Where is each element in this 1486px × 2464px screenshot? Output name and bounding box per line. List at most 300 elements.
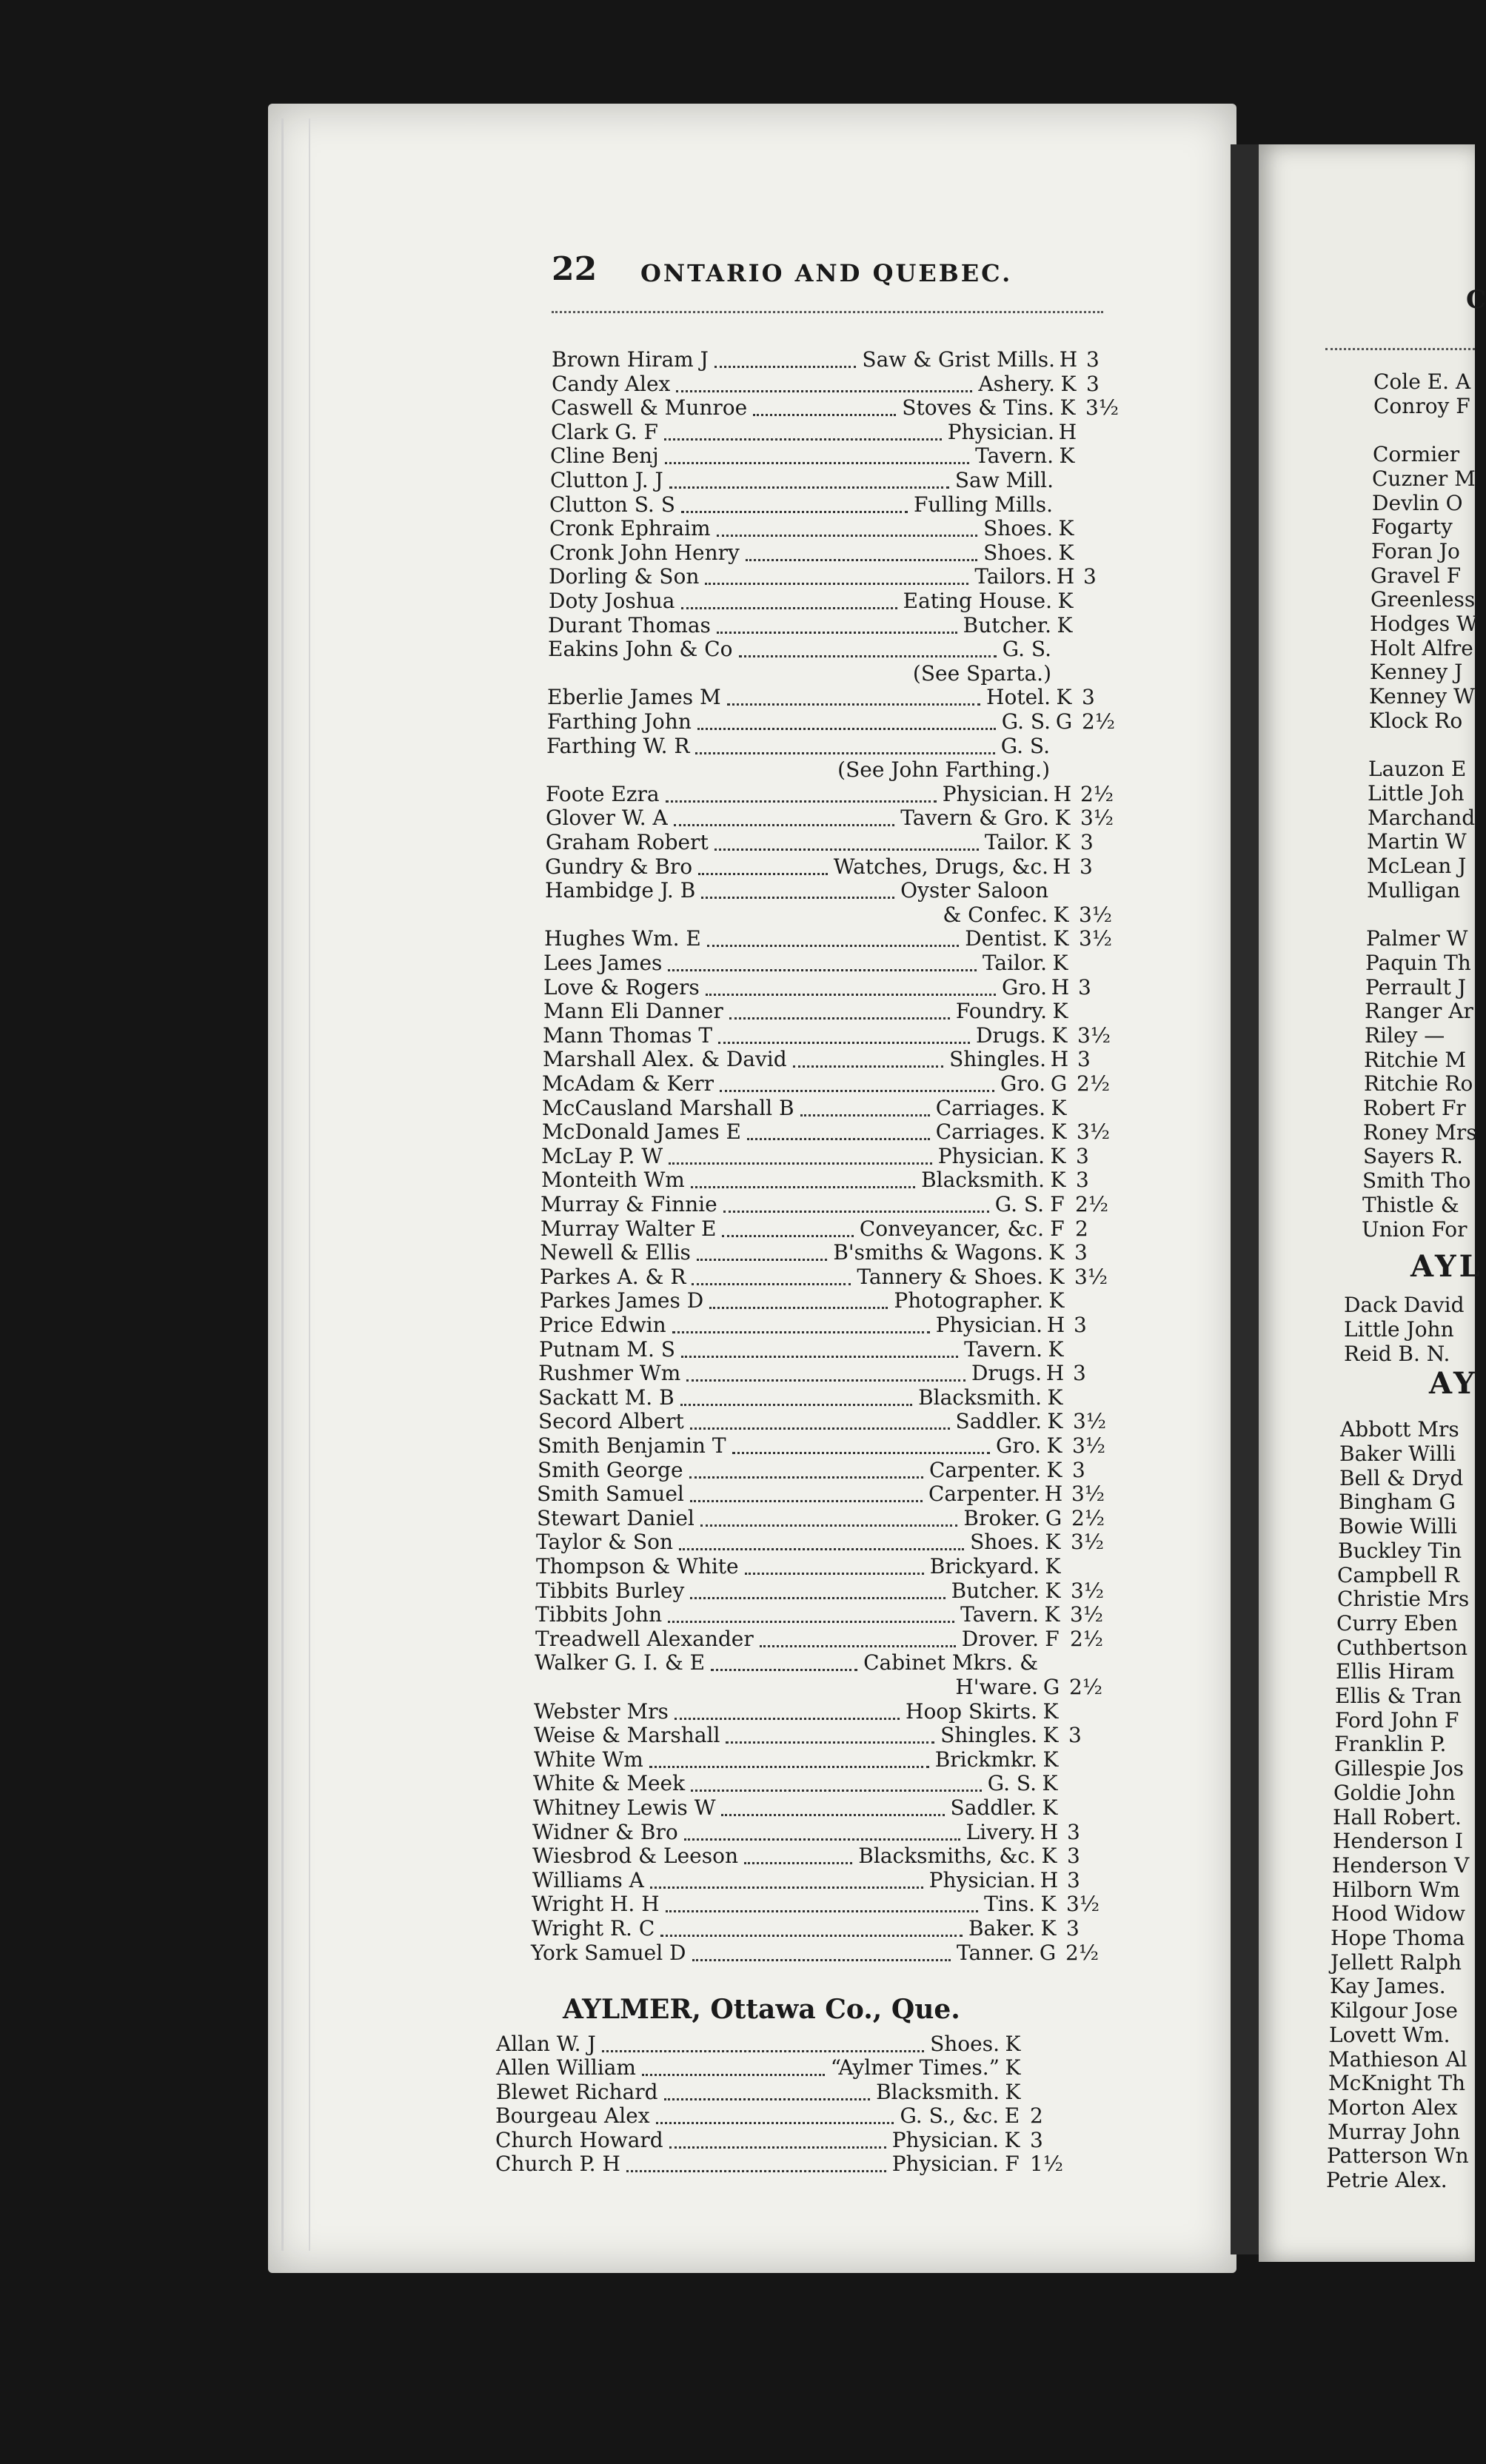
entry-credit: 3½	[1085, 395, 1119, 421]
right-section-heading: AY	[1429, 1366, 1478, 1402]
entry-name: Farthing John	[547, 709, 692, 734]
entry-rating-code: K	[1058, 516, 1074, 541]
right-page-entry: McKnight Th	[1328, 2071, 1466, 2096]
right-page-entry: Buckley Tin	[1338, 1538, 1462, 1563]
entry-business: Physician.	[891, 2127, 999, 2152]
right-page-header: C	[1466, 285, 1486, 315]
entry-credit: 2½	[1070, 1626, 1103, 1651]
entry-business: & Confec.	[943, 902, 1048, 927]
dot-leader	[720, 1066, 994, 1092]
dot-leader	[664, 2075, 871, 2100]
entry-rating-code: K	[1047, 1385, 1063, 1410]
dot-leader	[692, 1935, 951, 1961]
dot-leader	[697, 1235, 827, 1261]
entry-name: Hughes Wm. E	[544, 926, 701, 951]
entry-rating-code: G	[1045, 1505, 1062, 1530]
entry-rating-code: H	[1046, 1313, 1065, 1337]
right-page-entry: Campbell R	[1337, 1562, 1459, 1587]
entry-rating-code: K	[1053, 902, 1069, 927]
directory-entry	[546, 831, 1116, 854]
right-page-entry: Dack David	[1344, 1293, 1465, 1318]
entry-rating-code: K	[1051, 1095, 1067, 1120]
entry-rating-code: K	[1045, 1578, 1061, 1603]
entry-name: Webster Mrs	[534, 1698, 669, 1724]
entry-rating-code: G	[1055, 709, 1073, 734]
entry-rating-code: K	[1042, 1698, 1059, 1724]
entry-credit: 3	[1073, 1361, 1086, 1386]
right-page-entry: Cuthbertson	[1336, 1635, 1468, 1660]
entry-business: Shoes.	[930, 2032, 1000, 2056]
right-page-entry: Hilborn Wm	[1332, 1877, 1460, 1902]
entry-name: Rushmer Wm	[538, 1361, 681, 1386]
entry-name: Treadwell Alexander	[535, 1626, 754, 1651]
dot-leader	[722, 1211, 853, 1237]
entry-business: Tailor.	[982, 951, 1047, 975]
entry-name: Clutton S. S	[549, 492, 675, 517]
entry-rating-code: K	[1054, 830, 1071, 854]
entry-business: Fulling Mills.	[914, 492, 1053, 517]
entry-name: Tibbits John	[535, 1602, 663, 1627]
dot-leader	[705, 559, 968, 585]
right-page-entry: Conroy F	[1373, 393, 1470, 418]
entry-rating-code: K	[1048, 1288, 1065, 1313]
entry-name: Smith Samuel	[537, 1482, 684, 1507]
dot-leader	[681, 583, 897, 609]
entry-rating-code: H	[1056, 564, 1075, 589]
dot-leader	[718, 1018, 970, 1044]
right-page-entry: Kilgour Jose	[1330, 1998, 1458, 2023]
right-page-entry: Little Joh	[1368, 780, 1465, 806]
entry-name: Foote Ezra	[546, 781, 660, 806]
section-heading: AYLMER, Ottawa Co., Que.	[563, 1994, 960, 2025]
entry-credit: 3	[1074, 1313, 1087, 1337]
entry-credit: 3½	[1079, 926, 1112, 951]
entry-rating-code: K	[1048, 1336, 1064, 1362]
entry-rating-code: K	[1005, 2079, 1021, 2104]
entry-business: Shingles.	[949, 1047, 1046, 1072]
entry-business: Tavern & Gro.	[900, 806, 1049, 831]
entry-name: Weise & Marshall	[534, 1723, 720, 1748]
entry-credit: 2½	[1075, 1192, 1108, 1216]
entry-rating-code: G	[1050, 1071, 1068, 1096]
entry-business: Blacksmiths, &c.	[858, 1844, 1036, 1869]
entry-business: B'smiths & Wagons.	[833, 1240, 1043, 1265]
entry-business: Butcher.	[951, 1578, 1040, 1603]
entry-name: Parkes A. & R	[540, 1264, 686, 1289]
entry-business: Saw Mill.	[954, 468, 1054, 492]
entry-business: Carriages.	[935, 1119, 1045, 1145]
entry-name: Doty Joshua	[549, 589, 675, 613]
entry-name: McAdam & Kerr	[542, 1071, 714, 1096]
right-page-entry: Cole E. A	[1373, 369, 1471, 394]
entry-credit: 3	[1066, 1916, 1080, 1941]
entry-business: Physician.	[891, 2152, 999, 2176]
dot-leader	[746, 535, 977, 561]
entry-name: Wright H. H	[532, 1892, 660, 1917]
dot-leader	[739, 632, 997, 657]
entry-credit: 3½	[1079, 902, 1112, 927]
entry-rating-code: H	[1045, 1361, 1065, 1386]
right-page-entry: Petrie Alex.	[1326, 2168, 1447, 2192]
entry-name: Brown Hiram J	[552, 347, 709, 372]
entry-name: Dorling & Son	[549, 564, 700, 589]
dot-leader	[676, 366, 972, 392]
dot-leader	[689, 1453, 923, 1479]
dot-leader	[660, 1911, 963, 1937]
entry-business: “Aylmer Times.”	[830, 2055, 1000, 2080]
entry-rating-code: K	[1042, 1723, 1059, 1748]
entry-business: G. S.	[994, 1192, 1044, 1216]
entry-rating-code: K	[1046, 1457, 1062, 1482]
entry-name: Price Edwin	[539, 1313, 666, 1337]
entry-rating-code: K	[1058, 540, 1074, 565]
entry-name: Cline Benj	[550, 443, 659, 469]
right-page-entry: Palmer W	[1366, 926, 1468, 951]
right-page-entry: Mulligan	[1367, 877, 1461, 903]
entry-name: Candy Alex	[552, 371, 671, 396]
right-page-entry: Ranger Ar	[1365, 999, 1473, 1024]
dot-leader	[714, 342, 857, 368]
entry-rating-code: K	[1056, 685, 1072, 710]
entry-business: Shoes.	[970, 1530, 1040, 1555]
entry-business: Physician.	[937, 1143, 1045, 1168]
entry-business: Eating House.	[903, 589, 1052, 613]
entry-credit: 3½	[1071, 1578, 1104, 1603]
right-page-entry: Little John	[1344, 1316, 1454, 1342]
right-page-entry: Union For	[1362, 1216, 1467, 1242]
entry-rating-code: H	[1051, 974, 1070, 1000]
entry-name: Murray & Finnie	[540, 1192, 717, 1216]
entry-credit: 3	[1083, 564, 1097, 589]
entry-rating-code: K	[1040, 1892, 1057, 1917]
entry-name: Church P. H	[495, 2152, 620, 2176]
entry-name: Graham Robert	[546, 830, 709, 854]
right-section-heading: AYL	[1410, 1249, 1483, 1285]
entry-name: Marshall Alex. & David	[543, 1047, 787, 1072]
entry-name: Eakins John & Co	[548, 637, 733, 662]
entry-name: Church Howard	[495, 2127, 663, 2152]
entry-name: Allan W. J	[496, 2032, 596, 2056]
entry-credit: 2½	[1071, 1505, 1105, 1530]
dot-leader	[700, 1501, 958, 1527]
entry-business: Shoes.	[983, 540, 1053, 565]
right-page-entry: Reid B. N.	[1344, 1341, 1450, 1366]
entry-name: Wright R. C	[532, 1916, 655, 1941]
right-page-entry: Martin W	[1367, 829, 1467, 854]
entry-name: Caswell & Munroe	[551, 395, 748, 421]
right-page-entry: Riley —	[1365, 1022, 1445, 1048]
entry-name: McCausland Marshall B	[542, 1095, 794, 1120]
entry-business: Gro.	[1000, 1071, 1045, 1096]
entry-name: Smith Benjamin T	[538, 1433, 726, 1458]
dot-leader	[745, 1549, 924, 1575]
dot-leader	[732, 1428, 990, 1454]
entry-name: Tibbits Burley	[536, 1578, 685, 1603]
entry-credit: 3½	[1072, 1433, 1105, 1458]
entry-rating-code: G	[1042, 1675, 1060, 1699]
entry-credit: 3	[1077, 1047, 1091, 1072]
entry-rating-code: K	[1048, 1264, 1065, 1289]
entry-rating-code: K	[1060, 371, 1077, 396]
dot-leader	[649, 1742, 929, 1768]
right-page-entry: Kenney W	[1369, 684, 1475, 709]
right-page-entry: Holt Alfre	[1370, 635, 1473, 660]
entry-rating-code: K	[1046, 1433, 1062, 1458]
entry-name: Allen William	[496, 2055, 636, 2080]
entry-business: Brickyard.	[929, 1554, 1040, 1578]
right-page-entry: Ellis & Tran	[1335, 1684, 1462, 1708]
dot-leader	[706, 970, 996, 996]
entry-rating-code: K	[1047, 1409, 1063, 1434]
dot-leader	[666, 1886, 978, 1912]
dot-leader	[707, 921, 959, 947]
right-page-entry: Marchand	[1368, 805, 1476, 830]
entry-business: Carpenter.	[928, 1457, 1041, 1482]
dot-leader	[642, 2050, 825, 2076]
right-page-entry: Fogarty	[1371, 515, 1453, 540]
right-page-entry: Bingham G	[1339, 1490, 1456, 1515]
right-page-entry: Lauzon E	[1368, 757, 1467, 782]
entry-rating-code: K	[1052, 951, 1068, 975]
entry-rating-code: K	[1040, 1916, 1057, 1941]
entry-rating-code: F	[1005, 2152, 1020, 2176]
dot-leader	[711, 1645, 857, 1671]
entry-rating-code: K	[1050, 1143, 1066, 1168]
entry-business: Brickmkr.	[934, 1747, 1037, 1772]
entry-business: G. S.	[987, 1771, 1037, 1796]
dot-leader	[650, 1863, 923, 1889]
entry-business: Tavern.	[975, 443, 1054, 469]
entry-credit: 3½	[1071, 1530, 1104, 1555]
entry-business: Carriages.	[935, 1095, 1045, 1120]
entry-rating-code: H	[1053, 781, 1072, 806]
entry-business: Shingles.	[940, 1723, 1037, 1748]
dot-leader	[695, 729, 994, 754]
dot-leader	[626, 2146, 886, 2172]
right-header-rule	[1325, 348, 1475, 350]
entry-rating-code: H	[1058, 419, 1077, 444]
dot-leader	[729, 994, 950, 1020]
entry-business: Physician.	[942, 781, 1049, 806]
entry-business: Hotel.	[986, 685, 1051, 710]
dot-leader	[686, 1356, 965, 1382]
right-page-entry: Franklin P.	[1334, 1732, 1447, 1757]
entry-rating-code: F	[1045, 1626, 1060, 1651]
entry-rating-code: K	[1057, 589, 1074, 613]
dot-leader	[684, 1815, 960, 1841]
entry-rating-code: K	[1052, 999, 1068, 1024]
entry-name: Smith George	[538, 1457, 683, 1482]
entry-rating-code: H	[1050, 1047, 1069, 1072]
dot-leader	[675, 1694, 900, 1720]
entry-name: Stewart Daniel	[537, 1505, 695, 1530]
entry-credit: 2	[1030, 2103, 1043, 2129]
entry-business: G. S., &c.	[900, 2103, 999, 2129]
running-head: ONTARIO AND QUEBEC.	[640, 259, 1013, 287]
dot-leader	[665, 438, 969, 464]
entry-credit: 3	[1067, 1819, 1080, 1844]
right-page-entry: Devlin O	[1372, 490, 1463, 515]
entry-business: Broker.	[963, 1505, 1040, 1530]
entry-name: Gundry & Bro	[545, 854, 693, 879]
entry-business: Oyster Saloon	[900, 878, 1048, 903]
entry-rating-code: K	[1045, 1530, 1061, 1555]
entry-name: Putnam M. S	[539, 1336, 675, 1362]
entry-credit: 2	[1075, 1216, 1088, 1241]
dot-leader	[669, 1139, 932, 1165]
right-page-entry: Roney Mrs	[1363, 1119, 1477, 1145]
right-page-entry: Curry Eben	[1336, 1610, 1458, 1636]
dot-leader	[721, 1790, 944, 1816]
dot-leader	[674, 800, 894, 826]
dot-leader	[717, 511, 978, 537]
right-page-entry: McLean J	[1367, 854, 1467, 878]
entry-business: Blacksmith.	[918, 1385, 1042, 1410]
entry-name: Monteith Wm	[541, 1168, 685, 1193]
entry-rating-code: K	[1004, 2127, 1020, 2152]
entry-rating-code: K	[1048, 1240, 1065, 1265]
entry-rating-code: K	[1051, 1119, 1067, 1145]
entry-name: Mann Thomas T	[543, 1022, 713, 1048]
right-page-entry: Ritchie M	[1364, 1047, 1467, 1072]
entry-business: Photographer.	[894, 1288, 1043, 1313]
entry-business: Drugs.	[971, 1361, 1042, 1386]
page-number: 22	[552, 250, 598, 288]
entry-name: Clutton J. J	[550, 468, 663, 492]
entry-name: Bourgeau Alex	[495, 2103, 650, 2129]
entry-rating-code: H	[1040, 1819, 1059, 1844]
entry-credit: 3	[1076, 1143, 1089, 1168]
right-page-entry: Ford John F	[1335, 1707, 1459, 1732]
directory-entry	[531, 1941, 1101, 1965]
entry-rating-code: K	[1042, 1747, 1059, 1772]
entry-credit: 3	[1086, 347, 1100, 372]
right-page-entry: Sayers R.	[1363, 1144, 1463, 1169]
entry-rating-code: K	[1044, 1602, 1060, 1627]
right-page-entry: Christie Mrs	[1337, 1587, 1470, 1612]
entry-business: Watches, Drugs, &c.	[833, 854, 1048, 879]
dot-leader	[681, 487, 908, 513]
entry-rating-code: H	[1059, 347, 1078, 372]
entry-business: Drugs.	[975, 1022, 1046, 1048]
entry-credit: 3½	[1073, 1409, 1106, 1434]
entry-name: Walker G. I. & E	[535, 1650, 706, 1675]
entry-rating-code: G	[1039, 1940, 1057, 1965]
dot-leader	[760, 1621, 956, 1647]
entry-rating-code: F	[1050, 1216, 1065, 1241]
right-page-entry: Henderson V	[1332, 1852, 1470, 1878]
entry-name: Farthing W. R	[546, 733, 690, 758]
right-page-entry: Bell & Dryd	[1339, 1465, 1464, 1490]
entry-rating-code: K	[1042, 1771, 1058, 1796]
entry-rating-code: K	[1005, 2055, 1021, 2080]
dot-leader	[668, 945, 976, 971]
entry-business: H'ware.	[955, 1675, 1038, 1699]
dot-leader	[669, 463, 949, 489]
entry-credit: 2½	[1082, 709, 1115, 734]
entry-business: Saddler.	[955, 1409, 1042, 1434]
entry-business: Tins.	[984, 1892, 1035, 1917]
right-page-entry: Robert Fr	[1363, 1096, 1466, 1120]
directory-entry	[546, 734, 1117, 758]
entry-name: Mann Eli Danner	[543, 999, 723, 1024]
right-page-entry: Hood Widow	[1331, 1901, 1465, 1926]
dot-leader	[717, 608, 957, 634]
entry-name: Wiesbrod & Leeson	[532, 1844, 738, 1869]
right-page-entry: Abbott Mrs	[1340, 1417, 1459, 1442]
entry-name: Durant Thomas	[548, 612, 711, 637]
entry-rating-code: E	[1004, 2103, 1020, 2129]
entry-name: Blewet Richard	[496, 2079, 658, 2104]
dot-leader	[672, 1308, 930, 1333]
entry-rating-code: H	[1040, 1867, 1059, 1892]
right-page-entry: Thistle &	[1362, 1192, 1459, 1217]
entry-business: Tavern.	[964, 1336, 1042, 1362]
entry-credit: 3	[1067, 1867, 1080, 1892]
entry-credit: 3	[1030, 2127, 1043, 2152]
entry-name: White & Meek	[533, 1771, 686, 1796]
entry-name: Murray Walter E	[540, 1216, 717, 1241]
right-page-entry: Kay James.	[1330, 1974, 1446, 1999]
entry-name: York Samuel D	[531, 1940, 686, 1965]
entry-credit: 3½	[1071, 1482, 1105, 1507]
dot-leader	[726, 1718, 934, 1744]
entry-rating-code: K	[1042, 1795, 1058, 1820]
entry-credit: 3	[1076, 1168, 1089, 1193]
entry-business: G. S.	[1000, 733, 1050, 758]
entry-credit: 3½	[1074, 1264, 1108, 1289]
dot-leader	[714, 825, 979, 851]
entry-credit: 3	[1086, 371, 1100, 396]
entry-name: Williams A	[532, 1867, 644, 1892]
dot-leader	[701, 873, 894, 899]
entry-business: Tailor.	[984, 830, 1049, 854]
entry-credit: 2½	[1065, 1940, 1099, 1965]
right-page-entry: Greenless	[1370, 587, 1476, 612]
entry-business: Tannery & Shoes.	[857, 1264, 1043, 1289]
dot-leader	[680, 1380, 912, 1406]
dot-leader	[727, 680, 980, 706]
entry-credit: 3½	[1070, 1602, 1103, 1627]
dot-leader	[709, 1283, 888, 1309]
entry-name: Thompson & White	[536, 1554, 739, 1578]
entry-business: Blacksmith.	[921, 1168, 1045, 1193]
entry-business: (See Sparta.)	[912, 660, 1051, 686]
right-page-entry: Perrault J	[1365, 974, 1466, 1000]
dot-leader	[691, 1162, 915, 1188]
entry-business: Tavern.	[960, 1602, 1039, 1627]
entry-name: Cronk Ephraim	[549, 516, 711, 541]
entry-business: Butcher.	[963, 612, 1051, 637]
entry-credit: 3	[1080, 830, 1094, 854]
entry-business: Gro.	[1001, 974, 1047, 1000]
entry-credit: 3	[1068, 1723, 1082, 1748]
entry-credit: 3	[1072, 1457, 1085, 1482]
entry-rating-code: K	[1005, 2032, 1021, 2056]
right-page-entry: Smith Tho	[1362, 1168, 1471, 1194]
entry-rating-code: K	[1057, 612, 1073, 637]
directory-entry	[495, 2152, 1065, 2176]
entry-name: White Wm	[534, 1747, 643, 1772]
entry-rating-code: K	[1041, 1844, 1057, 1869]
entry-business: G. S.	[1002, 637, 1051, 662]
right-page-entry: Ellis Hiram	[1336, 1659, 1455, 1684]
entry-business: Baker.	[968, 1916, 1035, 1941]
right-page-entry: Klock Ro	[1369, 708, 1463, 733]
entry-business: Drover.	[961, 1626, 1039, 1651]
entry-credit: 2½	[1077, 1071, 1110, 1096]
entry-business: Hoop Skirts.	[906, 1698, 1037, 1724]
